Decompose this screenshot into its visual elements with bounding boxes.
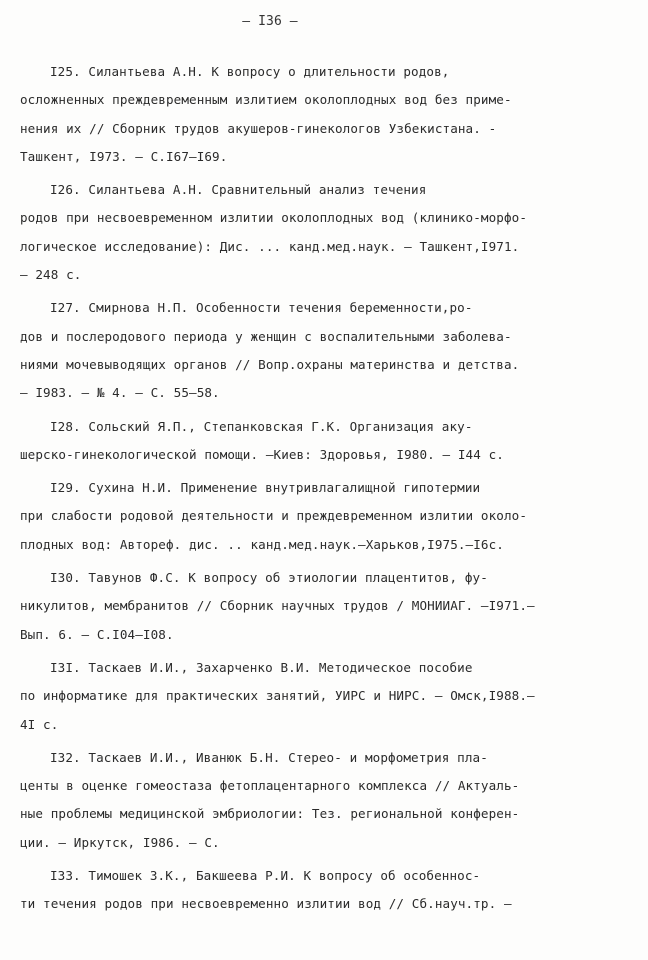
entry-line: никулитов, мембранитов // Сборник научных трудов / МОНИИАГ. –I971.– xyxy=(20,598,535,614)
entry-line: – 248 с. xyxy=(20,267,82,283)
entry-line: по информатике для практических занятий, УИРС и НИРС. – Омск,I988.– xyxy=(20,688,535,704)
entry-line: центы в оценке гомеостаза фетоплацентарного комплекса // Актуаль- xyxy=(20,778,520,794)
bibliography-entry xyxy=(20,58,624,171)
entry-line: плодных вод: Автореф. дис. .. канд.мед.наук.–Харьков,I975.–I6с. xyxy=(20,536,504,552)
bibliography-entry xyxy=(20,413,624,470)
entry-line: осложненных преждевременным излитием околоплодных вод без приме- xyxy=(20,92,512,108)
entry-first-line: I32. Таскаев И.И., Иванюк Б.Н. Стерео- и морфометрия пла- xyxy=(50,749,488,765)
entry-line: дов и послеродового периода у женщин с воспалительными заболева- xyxy=(20,328,512,344)
bibliography-entry xyxy=(20,654,624,739)
entry-line: ции. – Иркутск, I986. – С. xyxy=(20,834,220,850)
entry-line: ниями мочевыводящих органов // Вопр.охраны материнства и детства. xyxy=(20,356,520,372)
bibliography-list xyxy=(20,58,624,924)
entry-line: Вып. 6. – С.I04–I08. xyxy=(20,626,174,642)
entry-line: ные проблемы медицинской эмбриологии: Тез. региональной конферен- xyxy=(20,806,520,822)
entry-first-line: I29. Сухина Н.И. Применение внутривлагалищной гипотермии xyxy=(50,480,481,496)
page-number: – I36 – xyxy=(242,14,298,29)
entry-line: – I983. – № 4. – С. 55–58. xyxy=(20,385,220,401)
bibliography-entry xyxy=(20,744,624,857)
bibliography-entry xyxy=(20,474,624,559)
entry-first-line: I27. Смирнова Н.П. Особенности течения беременности,ро- xyxy=(50,300,473,316)
entry-first-line: I25. Силантьева А.Н. К вопросу о длительности родов, xyxy=(50,64,450,79)
entry-first-line: I3I. Таскаев И.И., Захарченко В.И. Методическое пособие xyxy=(50,659,473,675)
entry-first-line: I26. Силантьева А.Н. Сравнительный анализ течения xyxy=(50,182,427,198)
bibliography-entry xyxy=(20,862,624,919)
bibliography-entry xyxy=(20,564,624,649)
entry-line: родов при несвоевременном излитии околоплодных вод (клинико-морфо- xyxy=(20,210,528,226)
entry-first-line: I30. Тавунов Ф.С. К вопросу об этиологии плацентитов, фу- xyxy=(50,570,488,586)
bibliography-entry xyxy=(20,294,624,407)
entry-line: 4I с. xyxy=(20,716,59,732)
entry-line: шерско-гинекологической помощи. –Киев: Здоровья, I980. – I44 с. xyxy=(20,446,504,462)
entry-line: логическое исследование): Дис. ... канд.мед.наук. – Ташкент,I971. xyxy=(20,238,520,254)
entry-line: при слабости родовой деятельности и преждевременном излитии около- xyxy=(20,508,528,524)
entry-line: ти течения родов при несвоевременно излитии вод // Сб.науч.тр. – xyxy=(20,896,512,912)
entry-first-line: I28. Сольский Я.П., Степанковская Г.К. Организация аку- xyxy=(50,418,473,434)
entry-line: Ташкент, I973. – С.I67–I69. xyxy=(20,148,228,164)
bibliography-entry xyxy=(20,176,624,289)
entry-first-line: I33. Тимошек З.К., Бакшеева Р.И. К вопросу об особеннос- xyxy=(50,868,481,884)
entry-line: нения их // Сборник трудов акушеров-гинекологов Узбекистана. - xyxy=(20,120,497,136)
